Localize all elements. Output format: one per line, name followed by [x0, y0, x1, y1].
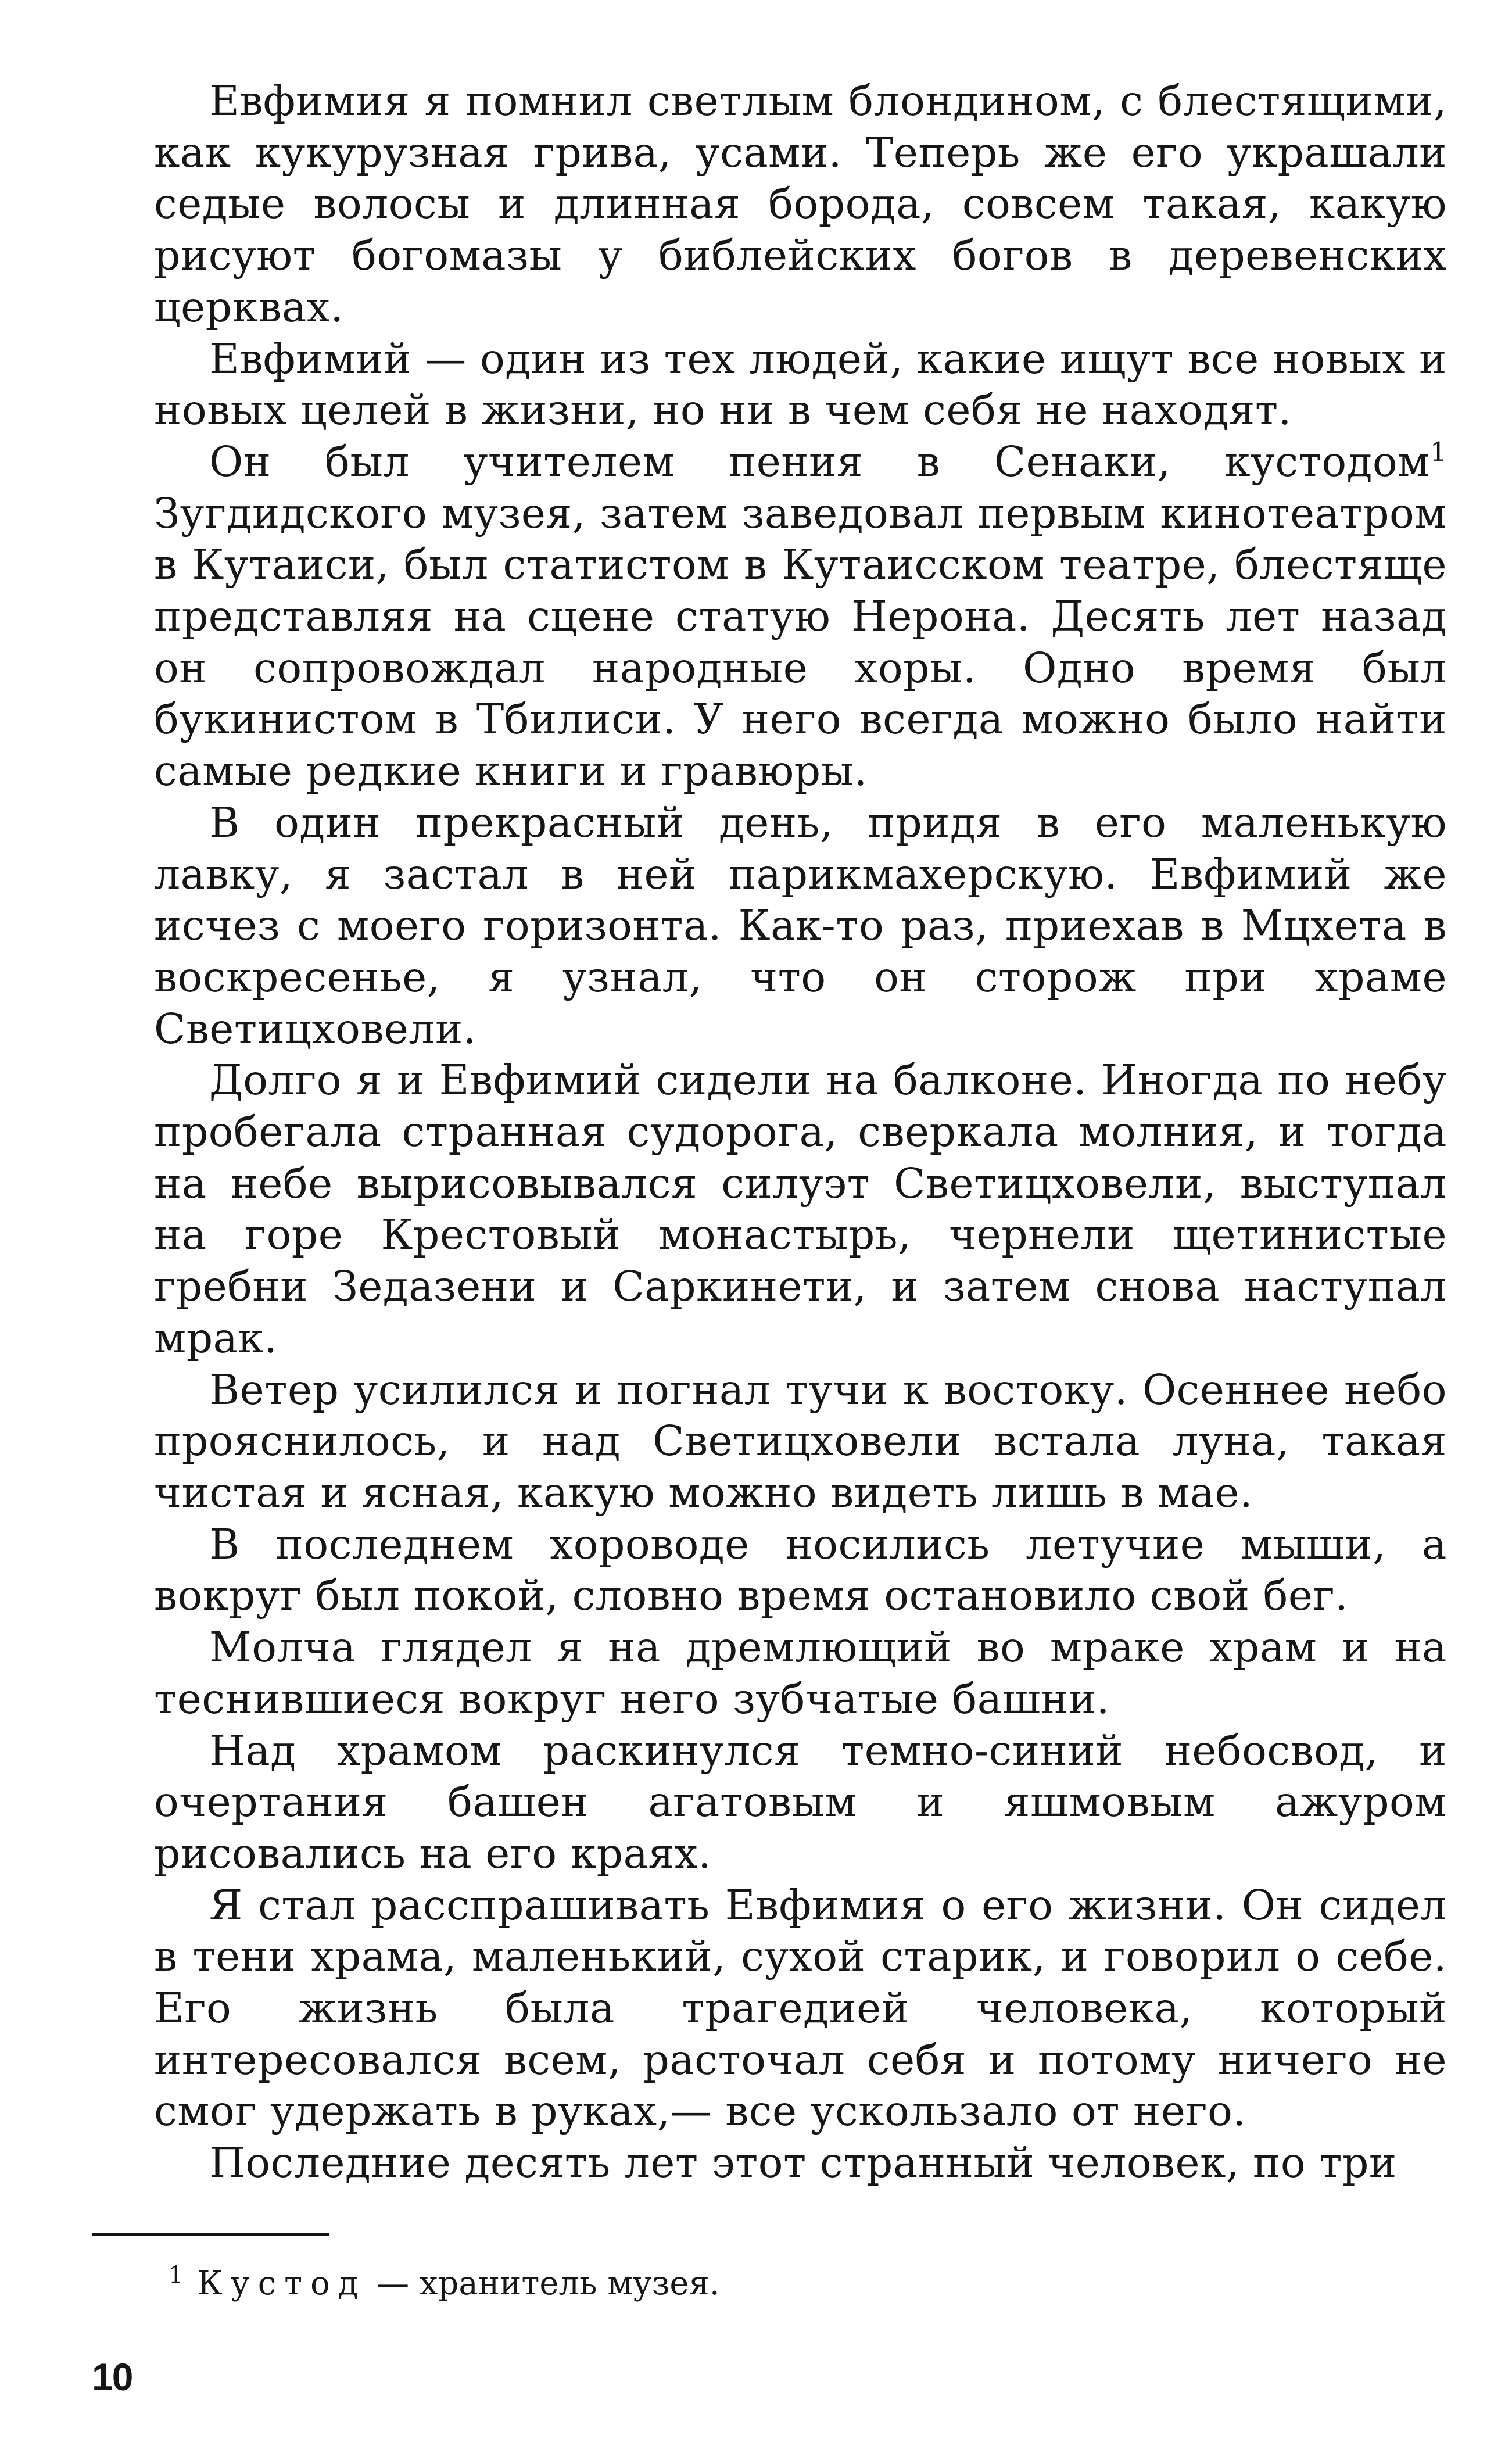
- main-text: [154, 76, 1447, 2189]
- page-number: 10: [92, 2355, 132, 2398]
- paragraph-3: [154, 436, 1447, 797]
- paragraph-2: Евфимий — один из тех людей, какие ищут все новых и новых целей в жизни, но ни в чем себя не находят.: [154, 334, 1447, 435]
- paragraph-1: Евфимия я помнил светлым блондином, с блестящими, как кукурузная грива, усами. Теперь же его украшали седые волосы и длинная борода, совсем такая, какую рисуют богомазы у библейских богов в деревенских церквах.: [154, 77, 1447, 331]
- paragraph-3-start: Он был учителем пения в Сенаки, кустодом: [209, 437, 1430, 486]
- paragraph-10: Я стал расспрашивать Евфимия о его жизни. Он сидел в тени храма, маленький, сухой старик, и говорил о себе. Его жизнь была трагедией человека, который интересовался всем, расточал себя и потому ничего не смог удержать в руках,— все ускользало от него.: [154, 1881, 1447, 2136]
- footnote: [169, 2264, 1447, 2304]
- footnote-separator: [92, 2233, 329, 2236]
- footnote-definition: хранитель музея.: [419, 2265, 720, 2302]
- paragraph-8: Молча глядел я на дремлющий во мраке храм и на теснившиеся вокруг него зубчатые башни.: [154, 1623, 1447, 1723]
- footnote-reference[interactable]: 1: [1429, 436, 1447, 467]
- paragraph-11: Последние десять лет этот странный человек, по три: [209, 2139, 1397, 2187]
- footnote-dash: —: [366, 2265, 420, 2302]
- paragraph-3-rest: Зугдидского музея, затем заведовал первым кинотеатром в Кутаиси, был статистом в Кутаисском театре, блестяще представляя на сцене статую Нерона. Десять лет назад он сопровождал народные хоры. Одно время был букинистом в Тбилиси. У него всегда можно было найти самые редкие книги и гравюры.: [154, 489, 1447, 796]
- footnote-marker: 1: [169, 2262, 184, 2289]
- footnote-term: Кустод: [197, 2265, 367, 2302]
- paragraph-7: В последнем хороводе носились летучие мыши, а вокруг был покой, словно время остановило свой бег.: [154, 1520, 1447, 1620]
- paragraph-5: Долго я и Евфимий сидели на балконе. Иногда по небу пробегала странная судорога, сверкала молния, и тогда на небе вырисовывался силуэт Светицховели, выступал на горе Крестовый монастырь, чернели щетинистые гребни Зедазени и Саркинети, и затем снова наступал мрак.: [154, 1056, 1447, 1362]
- paragraph-6: Ветер усилился и погнал тучи к востоку. Осеннее небо прояснилось, и над Светицховели встала луна, такая чистая и ясная, какую можно видеть лишь в мае.: [154, 1365, 1447, 1517]
- paragraph-9: Над храмом раскинулся темно-синий небосвод, и очертания башен агатовым и яшмовым ажуром рисовались на его краях.: [154, 1726, 1447, 1878]
- paragraph-4: В один прекрасный день, придя в его маленькую лавку, я застал в ней парикмахерскую. Евфимий же исчез с моего горизонта. Как-то раз, приехав в Мцхета в воскресенье, я узнал, что он сторож при храме Светицховели.: [154, 798, 1447, 1053]
